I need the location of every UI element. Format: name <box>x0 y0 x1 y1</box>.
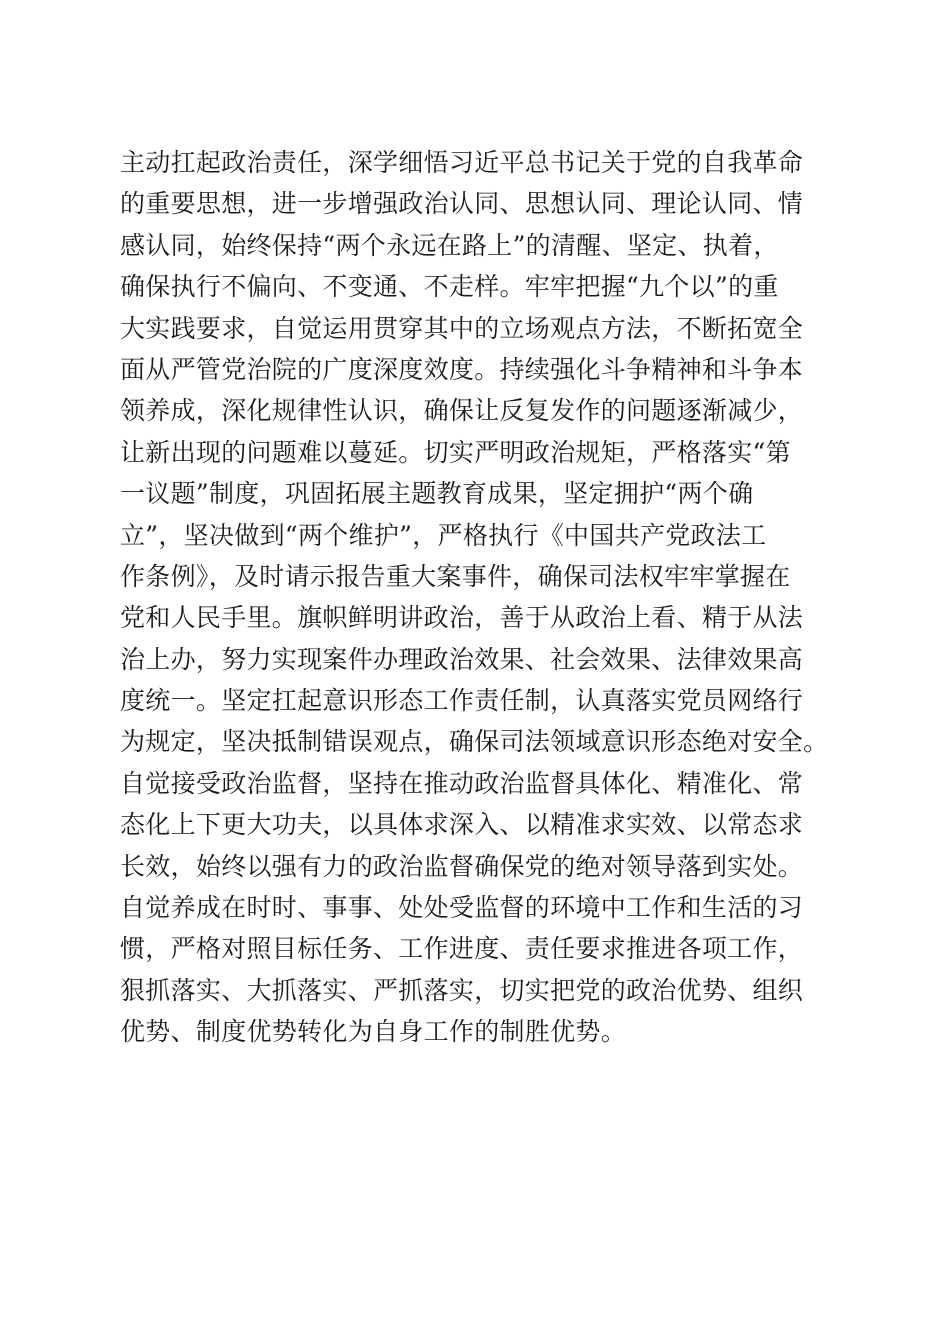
text-line: 大实践要求，自觉运用贯穿其中的立场观点方法，不断拓宽全 <box>120 313 804 343</box>
text-line: 作条例》，及时请示报告重大案事件，确保司法权牢牢掌握在 <box>120 561 791 591</box>
text-line: 面从严管党治院的广度深度效度。持续强化斗争精神和斗争本 <box>120 354 804 384</box>
text-line: 主动扛起政治责任，深学细悟习近平总书记关于党的自我革命 <box>120 148 804 177</box>
text-line: 感认同，始终保持“两个永远在路上”的清醒、坚定、执着， <box>120 230 779 260</box>
text-line: 党和人民手里。旗帜鲜明讲政治，善于从政治上看、精于从法 <box>120 603 804 633</box>
text-line: 长效，始终以强有力的政治监督确保党的绝对领导落到实处。 <box>120 851 804 881</box>
text-line: 为规定，坚决抵制错误观点，确保司法领域意识形态绝对安全。 <box>120 727 829 757</box>
text-line: 自觉接受政治监督，坚持在推动政治监督具体化、精准化、常 <box>120 768 804 798</box>
text-line: 一议题”制度，巩固拓展主题教育成果，坚定拥护“两个确 <box>120 479 754 509</box>
text-line: 度统一。坚定扛起意识形态工作责任制，认真落实党员网络行 <box>120 686 804 716</box>
text-line: 的重要思想，进一步增强政治认同、思想认同、理论认同、情 <box>120 189 804 219</box>
text-line: 惯，严格对照目标任务、工作进度、责任要求推进各项工作， <box>120 934 804 964</box>
text-line: 优势、制度优势转化为自身工作的制胜优势。 <box>120 1017 627 1047</box>
text-line: 确保执行不偏向、不变通、不走样。牢牢把握“九个以”的重 <box>120 272 779 302</box>
text-line: 态化上下更大功夫，以具体求深入、以精准求实效、以常态求 <box>120 810 804 840</box>
text-line: 狠抓落实、大抓落实、严抓落实，切实把党的政治优势、组织 <box>120 975 804 1005</box>
text-line: 治上办，努力实现案件办理政治效果、社会效果、法律效果高 <box>120 644 804 674</box>
text-line: 领养成，深化规律性认识，确保让反复发作的问题逐渐减少， <box>120 396 804 426</box>
body-paragraph <box>120 142 860 1053</box>
text-line: 让新出现的问题难以蔓延。切实严明政治规矩，严格落实“第 <box>120 437 791 467</box>
text-line: 自觉养成在时时、事事、处处受监督的环境中工作和生活的习 <box>120 893 804 923</box>
text-line: 立”，坚决做到“两个维护”，严格执行《中国共产党政法工 <box>120 520 767 550</box>
